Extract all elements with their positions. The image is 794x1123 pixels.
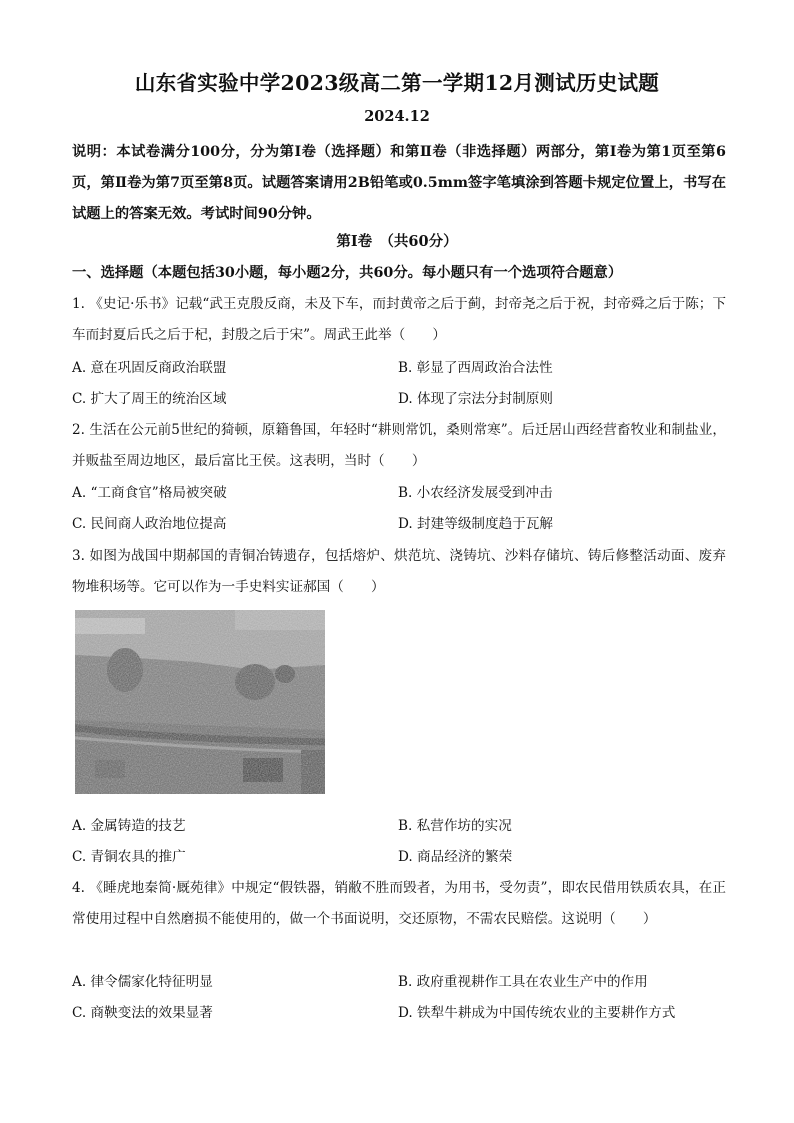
question-2-option-a: A. “工商食官”格局被突破 [72, 485, 227, 501]
bronze-foundry-site-photo [75, 610, 325, 794]
question-3-option-b: B. 私营作坊的实况 [398, 818, 512, 834]
question-2-option-c: C. 民间商人政治地位提高 [72, 516, 227, 532]
question-1-option-c: C. 扩大了周王的统治区域 [72, 391, 227, 407]
exam-date: 2024.12 [364, 108, 430, 125]
question-2-option-d: D. 封建等级制度趋于瓦解 [398, 516, 553, 532]
question-3-stem: 3. 如图为战国中期郝国的青铜冶铸遗存，包括熔炉、烘范坑、浇铸坑、沙料存储坑、铸后修整活动面、废弃物堆积场等。它可以作为一手史料实证郝国（ ） [72, 548, 726, 595]
question-4-option-c: C. 商鞅变法的效果显著 [72, 1005, 213, 1021]
part-title: 一、选择题（本题包括30小题，每小题2分，共60分。每小题只有一个选项符合题意） [72, 265, 623, 281]
question-4-option-a: A. 律令儒家化特征明显 [72, 974, 213, 990]
question-1-option-d: D. 体现了宗法分封制原则 [398, 391, 553, 407]
exam-instructions: 说明：本试卷满分100分，分为第Ⅰ卷（选择题）和第Ⅱ卷（非选择题）两部分，第Ⅰ卷为第1页至第6页，第Ⅱ卷为第7页至第8页。试题答案请用2B铅笔或0.5mm签字笔填涂到答题卡规定位置上，书写在试题上的答案无效。考试时间90分钟。 [72, 144, 726, 222]
question-4-stem: 4. 《睡虎地秦简·厩苑律》中规定“假铁器，销敝不胜而毁者，为用书，受勿责”，即农民借用铁质农具，在正常使用过程中自然磨损不能使用的，做一个书面说明，交还原物，不需农民赔偿。这说明（ ） [72, 880, 726, 927]
exam-title: 山东省实验中学2023级高二第一学期12月测试历史试题 [134, 71, 660, 95]
question-2-option-b: B. 小农经济发展受到冲击 [398, 485, 553, 501]
question-3-option-a: A. 金属铸造的技艺 [72, 818, 186, 834]
question-3-option-d: D. 商品经济的繁荣 [398, 849, 513, 865]
question-4-option-d: D. 铁犁牛耕成为中国传统农业的主要耕作方式 [398, 1005, 676, 1021]
question-1-option-b: B. 彰显了西周政治合法性 [398, 360, 553, 376]
question-3-option-c: C. 青铜农具的推广 [72, 849, 186, 865]
question-4-option-b: B. 政府重视耕作工具在农业生产中的作用 [398, 974, 648, 990]
section-title: 第Ⅰ卷 （共60分） [336, 233, 458, 250]
question-1-option-a: A. 意在巩固反商政治联盟 [72, 360, 227, 376]
question-2-stem: 2. 生活在公元前5世纪的猗顿，原籍鲁国，年轻时“耕则常饥，桑则常寒”。后迁居山西经营畜牧业和制盐业，并贩盐至周边地区，最后富比王侯。这表明，当时（ ） [72, 422, 726, 469]
question-1-stem: 1. 《史记·乐书》记载“武王克殷反商，未及下车，而封黄帝之后于蓟，封帝尧之后于祝，封帝舜之后于陈；下车而封夏后氏之后于杞，封殷之后于宋”。周武王此举（ ） [72, 296, 726, 343]
